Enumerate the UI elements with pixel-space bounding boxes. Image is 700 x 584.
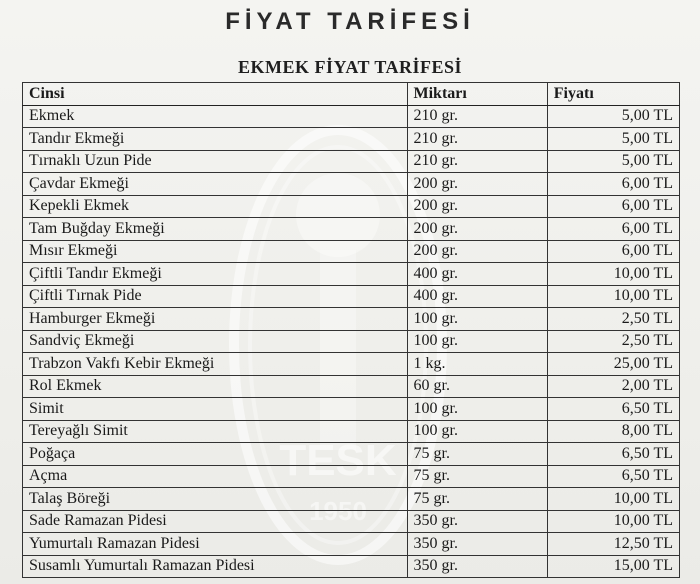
- cell-fiyat: 15,00 TL: [547, 555, 679, 578]
- cell-miktar: 350 gr.: [407, 533, 547, 556]
- price-table: [22, 82, 680, 578]
- table-row: [23, 128, 680, 151]
- cell-cinsi: Hamburger Ekmeği: [23, 308, 408, 331]
- table-row: [23, 218, 680, 241]
- table-row: [23, 533, 680, 556]
- cell-miktar: 210 gr.: [407, 150, 547, 173]
- cell-fiyat: 10,00 TL: [547, 285, 679, 308]
- cell-miktar: 200 gr.: [407, 240, 547, 263]
- cell-cinsi: Poğaça: [23, 443, 408, 466]
- watermark-year: 1950: [309, 496, 367, 526]
- cell-miktar: 350 gr.: [407, 510, 547, 533]
- cell-cinsi: Tam Buğday Ekmeği: [23, 218, 408, 241]
- table-row: [23, 263, 680, 286]
- cell-fiyat: 6,50 TL: [547, 465, 679, 488]
- table-row: [23, 398, 680, 421]
- cell-miktar: 100 gr.: [407, 308, 547, 331]
- cell-miktar: 200 gr.: [407, 195, 547, 218]
- cell-miktar: 200 gr.: [407, 218, 547, 241]
- table-row: [23, 308, 680, 331]
- cell-fiyat: 2,50 TL: [547, 330, 679, 353]
- cell-fiyat: 2,00 TL: [547, 375, 679, 398]
- cell-miktar: 75 gr.: [407, 488, 547, 511]
- cell-cinsi: Açma: [23, 465, 408, 488]
- cell-fiyat: 6,00 TL: [547, 218, 679, 241]
- cell-fiyat: 6,50 TL: [547, 398, 679, 421]
- cell-fiyat: 10,00 TL: [547, 488, 679, 511]
- cell-fiyat: 12,50 TL: [547, 533, 679, 556]
- table-row: [23, 375, 680, 398]
- cell-fiyat: 5,00 TL: [547, 105, 679, 128]
- cell-fiyat: 6,00 TL: [547, 195, 679, 218]
- cell-miktar: 75 gr.: [407, 465, 547, 488]
- watermark-text: TESK: [279, 436, 397, 485]
- cell-miktar: 350 gr.: [407, 555, 547, 578]
- column-header-miktar: Miktarı: [407, 83, 547, 106]
- cell-cinsi: Yumurtalı Ramazan Pidesi: [23, 533, 408, 556]
- table-row: [23, 285, 680, 308]
- table-row: [23, 150, 680, 173]
- cell-miktar: 210 gr.: [407, 105, 547, 128]
- cell-fiyat: 5,00 TL: [547, 128, 679, 151]
- cell-miktar: 100 gr.: [407, 420, 547, 443]
- table-row: [23, 173, 680, 196]
- table-row: [23, 240, 680, 263]
- table-row: [23, 420, 680, 443]
- table-row: [23, 330, 680, 353]
- cell-miktar: 75 gr.: [407, 443, 547, 466]
- cell-fiyat: 6,00 TL: [547, 240, 679, 263]
- cell-fiyat: 10,00 TL: [547, 510, 679, 533]
- cell-cinsi: Ekmek: [23, 105, 408, 128]
- column-header-cinsi: Cinsi: [23, 83, 408, 106]
- cell-fiyat: 6,50 TL: [547, 443, 679, 466]
- cell-fiyat: 25,00 TL: [547, 353, 679, 376]
- table-row: [23, 105, 680, 128]
- cell-miktar: 400 gr.: [407, 285, 547, 308]
- table-title: EKMEK FİYAT TARİFESİ: [237, 57, 463, 77]
- table-row: [23, 353, 680, 376]
- cell-cinsi: Rol Ekmek: [23, 375, 408, 398]
- cell-cinsi: Çavdar Ekmeği: [23, 173, 408, 196]
- page-title: FİYAT TARİFESİ: [225, 8, 475, 35]
- cell-miktar: 60 gr.: [407, 375, 547, 398]
- cell-miktar: 210 gr.: [407, 128, 547, 151]
- cell-cinsi: Sade Ramazan Pidesi: [23, 510, 408, 533]
- cell-cinsi: Sandviç Ekmeği: [23, 330, 408, 353]
- cell-cinsi: Mısır Ekmeği: [23, 240, 408, 263]
- cell-cinsi: Talaş Böreği: [23, 488, 408, 511]
- cell-fiyat: 2,50 TL: [547, 308, 679, 331]
- table-row: [23, 555, 680, 578]
- cell-cinsi: Tereyağlı Simit: [23, 420, 408, 443]
- cell-cinsi: Trabzon Vakfı Kebir Ekmeği: [23, 353, 408, 376]
- table-row: [23, 195, 680, 218]
- table-body: [23, 105, 680, 578]
- table-row: [23, 465, 680, 488]
- cell-cinsi: Çiftli Tırnak Pide: [23, 285, 408, 308]
- cell-cinsi: Çiftli Tandır Ekmeği: [23, 263, 408, 286]
- cell-fiyat: 8,00 TL: [547, 420, 679, 443]
- cell-miktar: 200 gr.: [407, 173, 547, 196]
- cell-fiyat: 10,00 TL: [547, 263, 679, 286]
- cell-cinsi: Simit: [23, 398, 408, 421]
- cell-fiyat: 5,00 TL: [547, 150, 679, 173]
- table-header-row: [23, 83, 680, 106]
- table-row: [23, 488, 680, 511]
- cell-miktar: 100 gr.: [407, 330, 547, 353]
- cell-cinsi: Tandır Ekmeği: [23, 128, 408, 151]
- cell-miktar: 400 gr.: [407, 263, 547, 286]
- cell-miktar: 1 kg.: [407, 353, 547, 376]
- table-row: [23, 510, 680, 533]
- table-row: [23, 443, 680, 466]
- column-header-fiyat: Fiyatı: [547, 83, 679, 106]
- cell-cinsi: Tırnaklı Uzun Pide: [23, 150, 408, 173]
- cell-fiyat: 6,00 TL: [547, 173, 679, 196]
- cell-miktar: 100 gr.: [407, 398, 547, 421]
- cell-cinsi: Kepekli Ekmek: [23, 195, 408, 218]
- cell-cinsi: Susamlı Yumurtalı Ramazan Pidesi: [23, 555, 408, 578]
